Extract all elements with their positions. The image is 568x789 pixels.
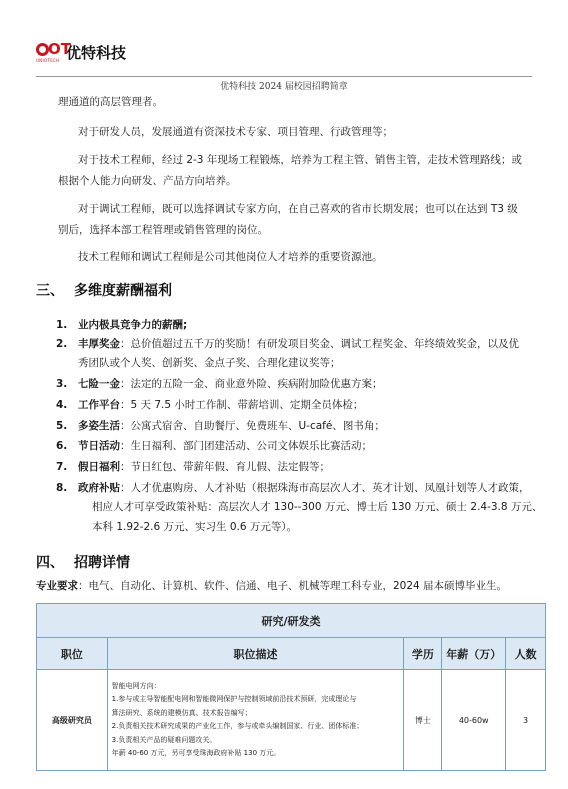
description-line: 算法研究、系统的建模仿真、技术报告编写； xyxy=(111,708,252,717)
intro-line: 理通道的高层管理者。 xyxy=(58,96,163,108)
intro-line: 别后，选择本部工程管理或销售管理的岗位。 xyxy=(58,224,268,236)
requirement-text: ：电气、自动化、计算机、软件、信通、电子、机械等理工科专业，2024 届本硕博毕业生。 xyxy=(78,580,508,592)
table-category: 研究/研发类 xyxy=(37,604,546,638)
description-line: 2.负责相关技术研究成果的产业化工作，参与或牵头编制国家、行业、团体标准； xyxy=(111,722,364,730)
list-item-label: 多姿生活 xyxy=(78,420,120,432)
list-item-text: ：生日福利、部门团建活动、公司文体娱乐比赛活动； xyxy=(120,440,372,452)
section-heading xyxy=(36,280,172,300)
list-item-continuation: 本科 1.92-2.6 万元、实习生 0.6 万元等）。 xyxy=(92,521,298,533)
list-item-text: ：5 天 7.5 小时工作制、带薪培训、定期全员体检； xyxy=(120,399,364,411)
position-cell: 高级研究员 xyxy=(37,670,108,771)
major-requirement xyxy=(36,578,507,593)
column-header: 职位描述 xyxy=(107,638,404,670)
column-header: 职位 xyxy=(37,638,108,670)
column-header: 人数 xyxy=(506,638,546,670)
description-cell xyxy=(107,670,404,771)
list-item-continuation: 秀团队或个人奖、创新奖、金点子奖、合理化建议奖等； xyxy=(78,357,341,369)
list-number: 2. xyxy=(56,338,68,350)
list-item-text: ：法定的五险一金、商业意外险、疾病附加险优惠方案； xyxy=(120,378,383,390)
list-item-text: ：公寓式宿舍、自助餐厅、免费班车、U-café、图书角； xyxy=(120,420,385,432)
list-item-label: 丰厚奖金 xyxy=(78,338,120,350)
description-line: 智能电网方向： xyxy=(111,681,161,690)
list-item-label: 七险一金 xyxy=(78,378,120,390)
header-divider xyxy=(36,76,532,77)
recruitment-table xyxy=(36,603,546,771)
company-name: 优特科技 xyxy=(66,43,127,62)
list-item-continuation: 相应人才可享受政策补贴：高层次人才 130--300 万元、博士后 130 万元、硕士 2.4-3.8 万元、 xyxy=(92,501,543,513)
logo-sub: UNIOTECH xyxy=(36,58,60,63)
column-header: 年薪（万） xyxy=(442,638,506,670)
intro-line: 对于研发人员，发展通道有资深技术专家、项目管理、行政管理等； xyxy=(78,126,393,138)
section-title: 多维度薪酬福利 xyxy=(74,283,172,299)
intro-line: 根据个人能力向研发、产品方向培养。 xyxy=(58,175,237,187)
list-item-label: 业内极具竞争力的薪酬; xyxy=(78,319,188,331)
description-line: 年薪 40-60 万元，另可享受珠海政府补贴 130 万元。 xyxy=(111,749,281,757)
list-item-label: 假日福利 xyxy=(78,461,120,473)
list-number: 7. xyxy=(56,461,68,473)
table-row xyxy=(37,670,546,771)
list-number: 3. xyxy=(56,378,68,390)
intro-line: 对于技术工程师，经过 2-3 年现场工程锻炼，培养为工程主管、销售主管，走技术管理路线；或 xyxy=(78,154,522,166)
list-item-label: 工作平台 xyxy=(78,399,120,411)
list-item-text: ：人才优惠购房、人才补贴（根据珠海市高层次人才、英才计划、凤凰计划等人才政策， xyxy=(120,482,530,494)
intro-line: 技术工程师和调试工程师是公司其他岗位人才培养的重要资源池。 xyxy=(78,251,383,263)
count-cell: 3 xyxy=(506,670,546,771)
list-item-text: ：总价值超过五千万的奖励！有研发项目奖金、调试工程奖金、年终绩效奖金，以及优 xyxy=(120,338,519,350)
description-line: 3.负责相关产品的疑难问题攻关。 xyxy=(111,735,217,744)
company-logo xyxy=(36,41,126,63)
list-item-label: 节日活动 xyxy=(78,440,120,452)
list-number: 6. xyxy=(56,440,68,452)
section-title: 招聘详情 xyxy=(74,555,130,571)
list-item-label: 政府补贴 xyxy=(78,482,120,494)
document-title: 优特科技 2024 届校园招聘简章 xyxy=(220,82,348,92)
education-cell: 博士 xyxy=(404,670,442,771)
table-header-row xyxy=(37,638,546,670)
list-number: 4. xyxy=(56,399,68,411)
list-item-text: ：节日红包、带薪年假、育儿假、法定假等； xyxy=(120,461,330,473)
section-number: 三、 xyxy=(36,283,64,299)
salary-cell: 40-60w xyxy=(442,670,506,771)
intro-line: 对于调试工程师，既可以选择调试专家方向，在自己喜欢的省市长期发展；也可以在达到 T3 级 xyxy=(78,203,518,215)
list-number: 5. xyxy=(56,420,68,432)
description-line: 1.参与或主导智能配电网和智能微网保护与控制领域前沿技术预研，完成理论与 xyxy=(111,695,357,703)
logo-mark-letters: OT xyxy=(48,40,71,58)
section-heading xyxy=(36,552,130,572)
logo-mark xyxy=(36,40,71,63)
table-category-row xyxy=(37,604,546,638)
list-number: 8. xyxy=(56,482,68,494)
list-number: 1. xyxy=(56,319,68,331)
requirement-label: 专业要求 xyxy=(36,580,78,592)
section-number: 四、 xyxy=(36,555,64,571)
column-header: 学历 xyxy=(404,638,442,670)
